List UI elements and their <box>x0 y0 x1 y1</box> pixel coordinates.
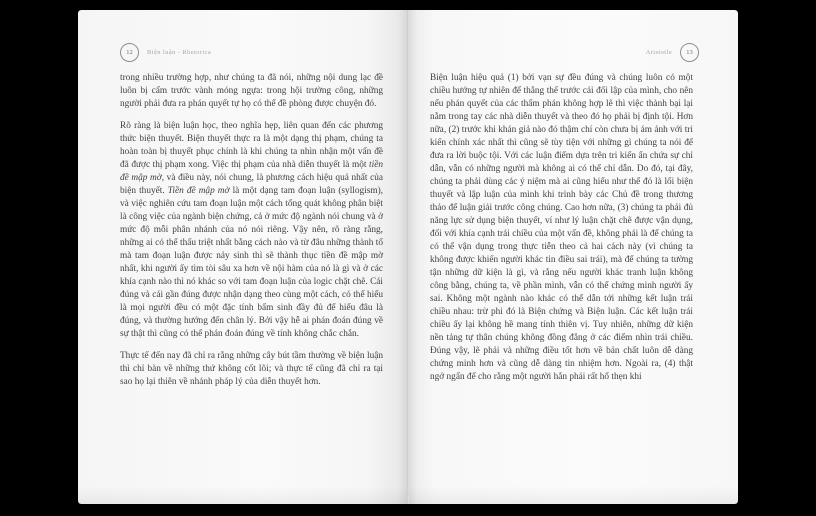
right-running-head: Aristotle <box>645 49 672 56</box>
book-spread <box>78 10 738 504</box>
paragraph: trong nhiều trường hợp, như chúng ta đã nói, những nội dung lạc đề luôn bị cấm trước vành móng ngựa: trong hội trường công, những người phải đưa ra phán quyết tự họ có thể đề phòng được chuyện đó. <box>120 73 383 109</box>
right-page[interactable] <box>409 10 738 504</box>
right-page-header <box>646 43 699 62</box>
left-page-header <box>120 43 211 62</box>
paragraph: Rõ ràng là biện luận học, theo nghĩa hẹp, liên quan đến các phương thức biện thuyết. Biện thuyết thực ra là một dạng thị phạm, chúng ta hoàn toàn bị thuyết phục chính là khi chúng ta nhìn nhận một vấn đề đã được thị phạm xong. Việc thị phạm của nhà diễn thuyết là một tiền đề mập mờ, và điều này, nói chung, là phương cách hiệu quả nhất của biện thuyết. Tiền đề mập mờ là một dạng tam đoạn luận (syllogism), và việc nghiên cứu tam đoạn luận một cách tổng quát không phân biệt là công việc của ngành biện chứng, cả ở mức độ ngành nói chung và ở mức độ mỗi phân nhánh của nó nói riêng. Vậy nên, rõ ràng rằng, những ai có thể thấu triệt nhất bằng cách nào và từ đâu những thành tố mà tam đoạn luận được nảy sinh thì sẽ thành thục tiền đề mập mờ nhất, khi người ấy tìm tòi sâu xa hơn về nội hàm của nó là gì và ở các khía cạnh nào thì nó khác so với tam đoạn luận của logic chặt chẽ. Cái đúng và cái gần đúng được nhận dạng theo cùng một cách, có thể hiểu là mọi người đều có một đặc tính bẩm sinh đầy đủ để hiểu đâu là đúng, và thường hướng đến chân lý. Bởi vậy hễ ai phán đoán đúng về sự thật thì cũng có thể phán đoán đúng về tính không chắc chắn. <box>120 121 384 339</box>
left-page-text <box>120 72 383 389</box>
left-page-number-badge: 12 <box>120 43 139 62</box>
paragraph: Biện luận hiệu quả (1) bởi vạn sự đều đúng và chúng luôn có một chiều hướng tự nhiên để thắng thế trước cái đối lập của mình, cho nên nếu phán quyết của các thẩm phán không hợp lẽ thì việc thành bại lại nằm trong tay các nhà diễn thuyết và theo đó họ phải bị định tội. Hơn nữa, (2) trước khi khán giả nào đó thậm chí còn chưa bị ám ảnh với tri kiến chính xác nhất thì cũng sẽ tùy tiện với những gì chúng ta nói để đưa ra lời buộc tội. Với các luận điểm dựa trên tri kiến ẩn chứa sự chỉ dẫn, vẫn có những người mà không ai có thể chỉ dẫn. Do đó, tại đây, chúng ta phải dùng các ý niệm mà ai cũng hiểu như thể đó là lối biện thuyết và lập luận của mình khi trình bày các Chủ đề trong thương thảo để luận giải trước công chúng. Cao hơn nữa, (3) chúng ta phải đủ năng lực sử dụng biện thuyết, ví như lý luận chặt chẽ được vận dụng, đối với khía cạnh trái chiều của một vấn đề, không phải là để chúng ta có thể vận dụng trong thực tiễn theo cả hai cách này (vì chúng ta không được khiến người khác tin điều sai trái), mà để chúng ta tường tận những dữ kiện là gì, và rằng nếu người khác tranh luận không công bằng, chúng ta, về phần mình, vẫn có thể chứng minh người ấy sai. Không một ngành nào khác có thể dẫn tới những kết luận trái chiều nhau: trừ phi đó là Biện chứng và Biện luận. Các kết luận trái chiều ấy lại không hề mang tính thiên vị. Tuy nhiên, những dữ kiện nền tảng tự thân chúng không đồng đẳng ở các điểm nhìn trái chiều. Đúng vậy, lẽ phải và những điều tốt hơn về bản chất luôn dễ dàng chứng minh hơn và cũng dễ dàng tin nhiệm hơn. Ngoài ra, (4) thật ngớ ngẩn để cho rằng một người hẳn phải rất hổ thẹn khi <box>430 73 693 382</box>
left-running-head: Biện luận - Rhetorica <box>147 49 212 56</box>
paragraph: Thực tế đến nay đã chỉ ra rằng những cây bút tầm thường về biện luận thì chỉ bàn về những thứ không cốt lõi; và thực tế cũng đã chỉ ra tại sao họ lại thiên về nhánh pháp lý của diễn thuyết hơn. <box>120 351 383 387</box>
right-page-number-badge: 13 <box>680 43 699 62</box>
left-page[interactable] <box>78 10 407 504</box>
right-page-text <box>430 72 693 384</box>
